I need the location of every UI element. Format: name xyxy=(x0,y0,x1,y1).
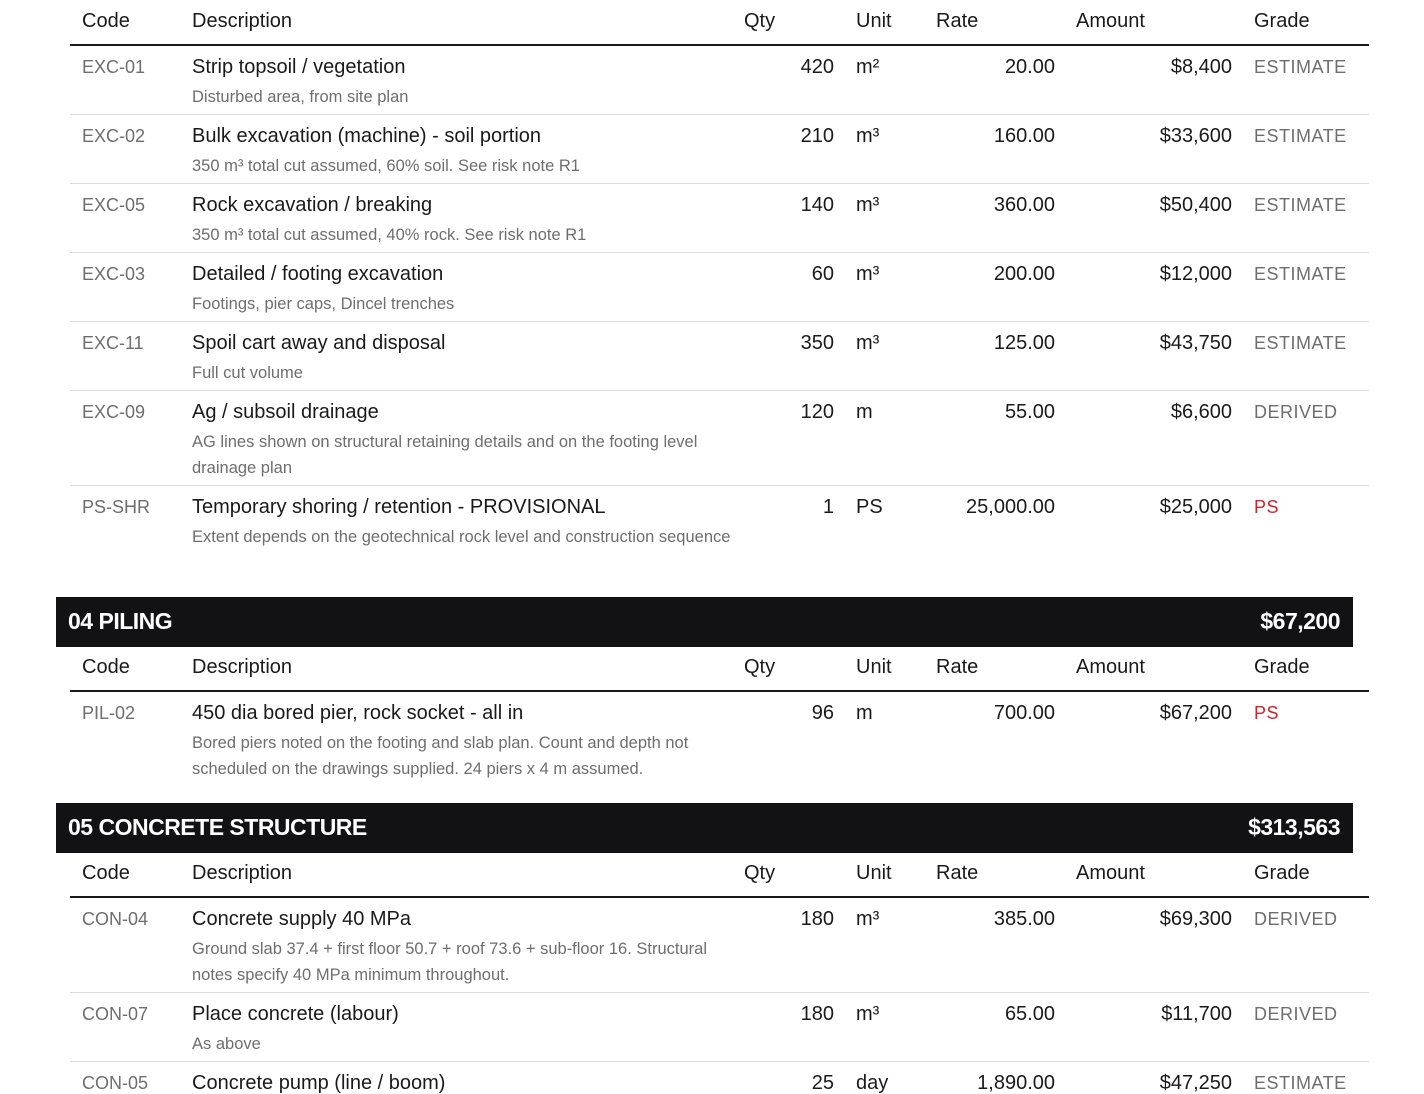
header-amount: Amount xyxy=(1076,10,1145,32)
header-grade: Grade xyxy=(1254,10,1310,32)
section-title: 05 CONCRETE STRUCTURE xyxy=(68,814,367,840)
item-grade: ESTIMATE xyxy=(1254,1073,1347,1093)
header-rate: Rate xyxy=(936,656,979,678)
item-code: EXC-01 xyxy=(82,57,146,77)
item-grade: ESTIMATE xyxy=(1254,195,1347,215)
header-code: Code xyxy=(82,10,130,32)
header-amount: Amount xyxy=(1076,862,1145,884)
item-grade: DERIVED xyxy=(1254,1004,1338,1024)
item-code: EXC-11 xyxy=(82,333,144,353)
item-code: CON-07 xyxy=(82,1004,149,1024)
table-row xyxy=(70,391,1369,486)
item-rate: 125.00 xyxy=(993,332,1055,354)
item-unit: m³ xyxy=(856,125,880,147)
excavation-table xyxy=(70,0,1369,581)
item-amount: $69,300 xyxy=(1159,908,1232,930)
item-rate: 360.00 xyxy=(993,194,1055,216)
item-rate: 20.00 xyxy=(1004,56,1055,78)
item-rate: 25,000.00 xyxy=(966,496,1055,518)
item-qty: 25 xyxy=(811,1072,834,1094)
table-header xyxy=(70,852,1369,898)
item-note: 350 m³ total cut assumed, 60% soil. See risk note R1 xyxy=(192,157,580,175)
section-header-piling xyxy=(56,597,1353,647)
item-grade: ESTIMATE xyxy=(1254,264,1347,284)
item-amount: $67,200 xyxy=(1159,702,1232,724)
item-qty: 60 xyxy=(811,263,834,285)
item-unit: m² xyxy=(856,56,880,78)
item-description: Detailed / footing excavation xyxy=(192,263,444,285)
item-amount: $50,400 xyxy=(1159,194,1232,216)
table-row xyxy=(70,253,1369,322)
table-row xyxy=(70,46,1369,115)
item-code: EXC-09 xyxy=(82,402,146,422)
header-description: Description xyxy=(192,10,293,32)
table-row xyxy=(70,692,1369,787)
item-code: EXC-05 xyxy=(82,195,146,215)
item-amount: $25,000 xyxy=(1159,496,1232,518)
piling-table xyxy=(70,646,1369,787)
item-unit: m³ xyxy=(856,194,880,216)
item-qty: 210 xyxy=(800,125,834,147)
section-title: 04 PILING xyxy=(68,608,173,634)
table-header xyxy=(70,646,1369,692)
item-amount: $12,000 xyxy=(1159,263,1232,285)
item-unit: m xyxy=(856,401,873,423)
header-unit: Unit xyxy=(856,10,892,32)
header-code: Code xyxy=(82,656,130,678)
table-row xyxy=(70,115,1369,184)
table-row xyxy=(70,322,1369,391)
item-note: Disturbed area, from site plan xyxy=(192,88,409,106)
item-unit: day xyxy=(856,1072,889,1094)
header-qty: Qty xyxy=(744,862,776,884)
section-header-concrete xyxy=(56,803,1353,853)
item-grade: DERIVED xyxy=(1254,402,1338,422)
header-rate: Rate xyxy=(936,10,979,32)
item-description: Rock excavation / breaking xyxy=(192,194,433,216)
item-qty: 350 xyxy=(800,332,834,354)
concrete-table xyxy=(70,852,1369,1094)
table-row xyxy=(70,993,1369,1062)
item-qty: 1 xyxy=(822,496,834,518)
header-description: Description xyxy=(192,862,293,884)
item-amount: $43,750 xyxy=(1159,332,1232,354)
item-description: Spoil cart away and disposal xyxy=(192,332,446,354)
item-description: Strip topsoil / vegetation xyxy=(192,56,406,78)
section-total: $67,200 xyxy=(1260,608,1340,634)
item-qty: 140 xyxy=(800,194,834,216)
item-note: As above xyxy=(192,1035,261,1053)
item-grade: ESTIMATE xyxy=(1254,333,1347,353)
table-header xyxy=(70,0,1369,46)
item-code: CON-05 xyxy=(82,1073,149,1093)
item-note: Full cut volume xyxy=(192,364,303,382)
item-description: Temporary shoring / retention - PROVISIONAL xyxy=(192,496,606,518)
header-grade: Grade xyxy=(1254,862,1310,884)
item-note: 350 m³ total cut assumed, 40% rock. See risk note R1 xyxy=(192,226,587,244)
item-note: Ground slab 37.4 + first floor 50.7 + roof 73.6 + sub-floor 16. Structural notes specify 40 MPa minimum throughout. xyxy=(192,940,707,984)
header-amount: Amount xyxy=(1076,656,1145,678)
item-qty: 180 xyxy=(800,908,834,930)
item-qty: 180 xyxy=(800,1003,834,1025)
table-row xyxy=(70,1062,1369,1094)
item-grade: PS xyxy=(1254,497,1280,517)
item-code: CON-04 xyxy=(82,909,149,929)
item-code: EXC-03 xyxy=(82,264,146,284)
item-code: PIL-02 xyxy=(82,703,136,723)
item-grade: ESTIMATE xyxy=(1254,57,1347,77)
item-code: EXC-02 xyxy=(82,126,146,146)
item-code: PS-SHR xyxy=(82,497,151,517)
item-grade: PS xyxy=(1254,703,1280,723)
item-note: Bored piers noted on the footing and slab plan. Count and depth not scheduled on the drawings supplied. 24 piers x 4 m assumed. xyxy=(192,734,689,778)
header-rate: Rate xyxy=(936,862,979,884)
item-amount: $11,700 xyxy=(1161,1003,1232,1025)
table-row xyxy=(70,486,1369,581)
item-note: Footings, pier caps, Dincel trenches xyxy=(192,295,455,313)
item-qty: 120 xyxy=(800,401,834,423)
item-note: Extent depends on the geotechnical rock level and construction sequence xyxy=(192,528,731,546)
item-amount: $33,600 xyxy=(1159,125,1232,147)
item-description: 450 dia bored pier, rock socket - all in xyxy=(192,702,524,724)
header-unit: Unit xyxy=(856,656,892,678)
item-description: Concrete pump (line / boom) xyxy=(192,1072,446,1094)
item-unit: PS xyxy=(856,496,883,518)
item-amount: $8,400 xyxy=(1170,56,1232,78)
item-description: Concrete supply 40 MPa xyxy=(192,908,412,930)
item-rate: 65.00 xyxy=(1004,1003,1055,1025)
item-description: Place concrete (labour) xyxy=(192,1003,399,1025)
table-row xyxy=(70,898,1369,993)
item-description: Bulk excavation (machine) - soil portion xyxy=(192,125,542,147)
table-row xyxy=(70,184,1369,253)
item-grade: DERIVED xyxy=(1254,909,1338,929)
item-rate: 385.00 xyxy=(993,908,1055,930)
item-rate: 1,890.00 xyxy=(977,1072,1055,1094)
item-grade: ESTIMATE xyxy=(1254,126,1347,146)
item-unit: m xyxy=(856,702,873,724)
item-note: AG lines shown on structural retaining details and on the footing level drainage plan xyxy=(192,433,698,477)
item-rate: 200.00 xyxy=(993,263,1055,285)
header-qty: Qty xyxy=(744,656,776,678)
section-total: $313,563 xyxy=(1248,814,1340,840)
item-amount: $47,250 xyxy=(1159,1072,1232,1094)
item-rate: 700.00 xyxy=(993,702,1055,724)
header-description: Description xyxy=(192,656,293,678)
item-description: Ag / subsoil drainage xyxy=(192,401,379,423)
item-unit: m³ xyxy=(856,1003,880,1025)
item-unit: m³ xyxy=(856,332,880,354)
item-qty: 96 xyxy=(811,702,834,724)
header-grade: Grade xyxy=(1254,656,1310,678)
item-rate: 55.00 xyxy=(1004,401,1055,423)
item-rate: 160.00 xyxy=(993,125,1055,147)
header-qty: Qty xyxy=(744,10,776,32)
item-unit: m³ xyxy=(856,908,880,930)
item-amount: $6,600 xyxy=(1170,401,1232,423)
header-code: Code xyxy=(82,862,130,884)
header-unit: Unit xyxy=(856,862,892,884)
item-unit: m³ xyxy=(856,263,880,285)
item-qty: 420 xyxy=(800,56,834,78)
